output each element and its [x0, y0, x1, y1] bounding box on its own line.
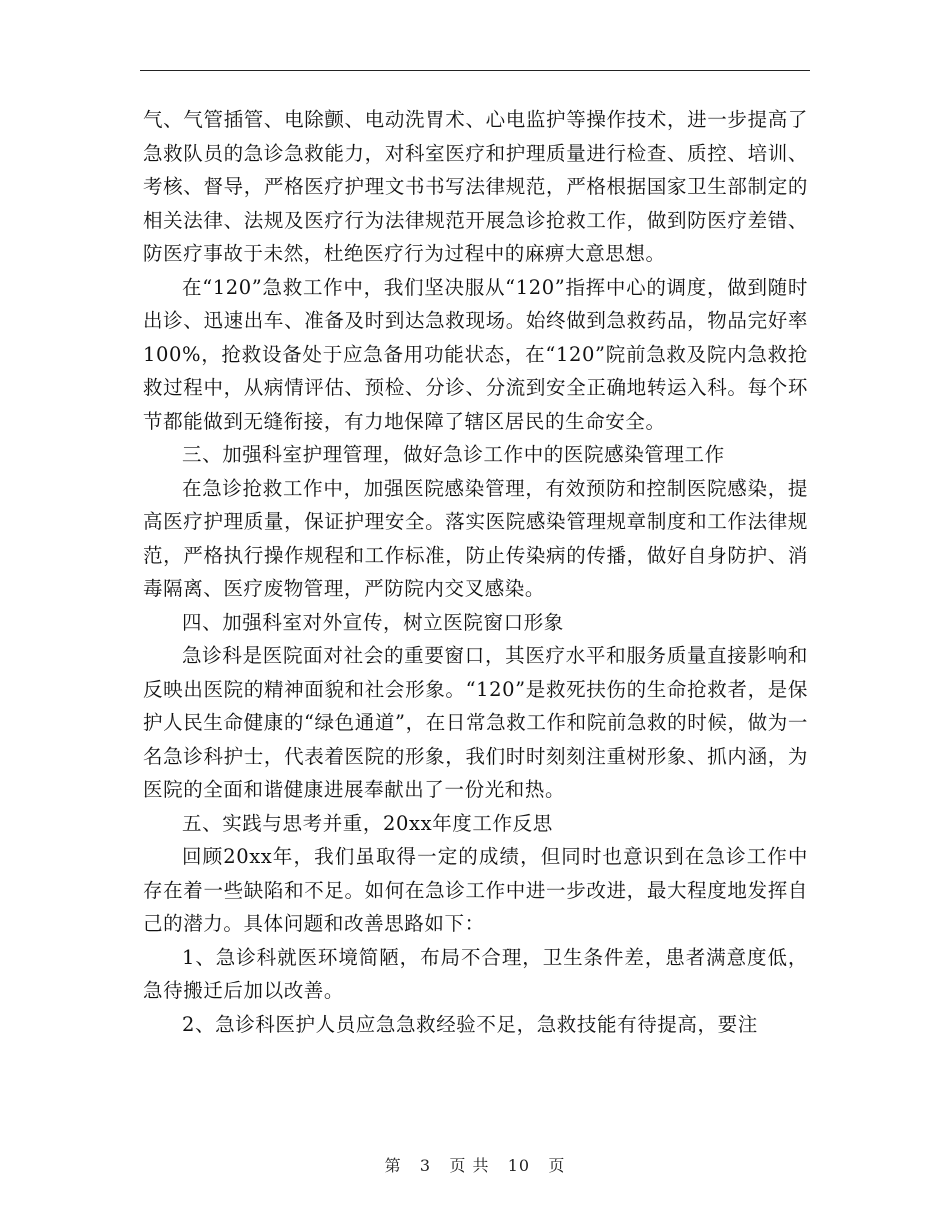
header-rule [140, 70, 810, 71]
paragraph-infection-control: 在急诊抢救工作中，加强医院感染管理，有效预防和控制医院感染，提高医疗护理质量，保证护理安全。落实医院感染管理规章制度和工作法律规范，严格执行操作规程和工作标准，防止传染病的传播，做好自身防护、消毒隔离、医疗废物管理，严防院内交叉感染。 [143, 476, 808, 600]
footer-current-page: 3 [419, 1156, 432, 1175]
section-heading-3: 三、加强科室护理管理，做好急诊工作中的医院感染管理工作 [182, 443, 725, 466]
footer-prefix: 第 [384, 1156, 402, 1175]
list-item-2: 2、急诊科医护人员应急急救经验不足，急救技能有待提高，要注 [182, 1012, 758, 1036]
footer-total-pages: 10 [507, 1156, 531, 1175]
page-footer [0, 1153, 950, 1176]
document-body [143, 103, 808, 1041]
list-item-1: 1、急诊科就医环境简陋，布局不合理，卫生条件差，患者满意度低，急待搬迁后加以改善。 [143, 945, 808, 1002]
paragraph-review: 回顾20xx年，我们虽取得一定的成绩，但同时也意识到在急诊工作中存在着一些缺陷和不足。如何在急诊工作中进一步改进，最大程度地发挥自己的潜力。具体问题和改善思路如下： [143, 845, 808, 935]
footer-middle: 页 共 [449, 1156, 490, 1175]
paragraph-120-emergency: 在“120”急救工作中，我们坚决服从“120”指挥中心的调度，做到随时出诊、迅速出车、准备及时到达急救现场。始终做到急救药品，物品完好率100%，抢救设备处于应急备用功能状态，在“120”院前急救及院内急救抢救过程中，从病情评估、预检、分诊、分流到安全正确地转运入科。每个环节都能做到无缝衔接，有力地保障了辖区居民的生命安全。 [143, 275, 808, 433]
paragraph-continued: 气、气管插管、电除颤、电动洗胃术、心电监护等操作技术，进一步提高了急救队员的急诊急救能力，对科室医疗和护理质量进行检查、质控、培训、考核、督导，严格医疗护理文书书写法律规范，严格根据国家卫生部制定的相关法律、法规及医疗行为法律规范开展急诊抢救工作，做到防医疗差错、防医疗事故于未然，杜绝医疗行为过程中的麻痹大意思想。 [143, 108, 808, 265]
section-heading-5: 五、实践与思考并重，20xx年度工作反思 [182, 811, 553, 835]
paragraph-hospital-image: 急诊科是医院面对社会的重要窗口，其医疗水平和服务质量直接影响和反映出医院的精神面貌和社会形象。“120”是救死扶伤的生命抢救者，是保护人民生命健康的“绿色通道”，在日常急救工作和院前急救的时候，做为一名急诊科护士，代表着医院的形象，我们时时刻刻注重树形象、抓内涵，为医院的全面和谐健康进展奉献出了一份光和热。 [143, 644, 808, 801]
section-heading-4: 四、加强科室对外宣传，树立医院窗口形象 [182, 610, 564, 634]
footer-suffix: 页 [548, 1156, 566, 1175]
